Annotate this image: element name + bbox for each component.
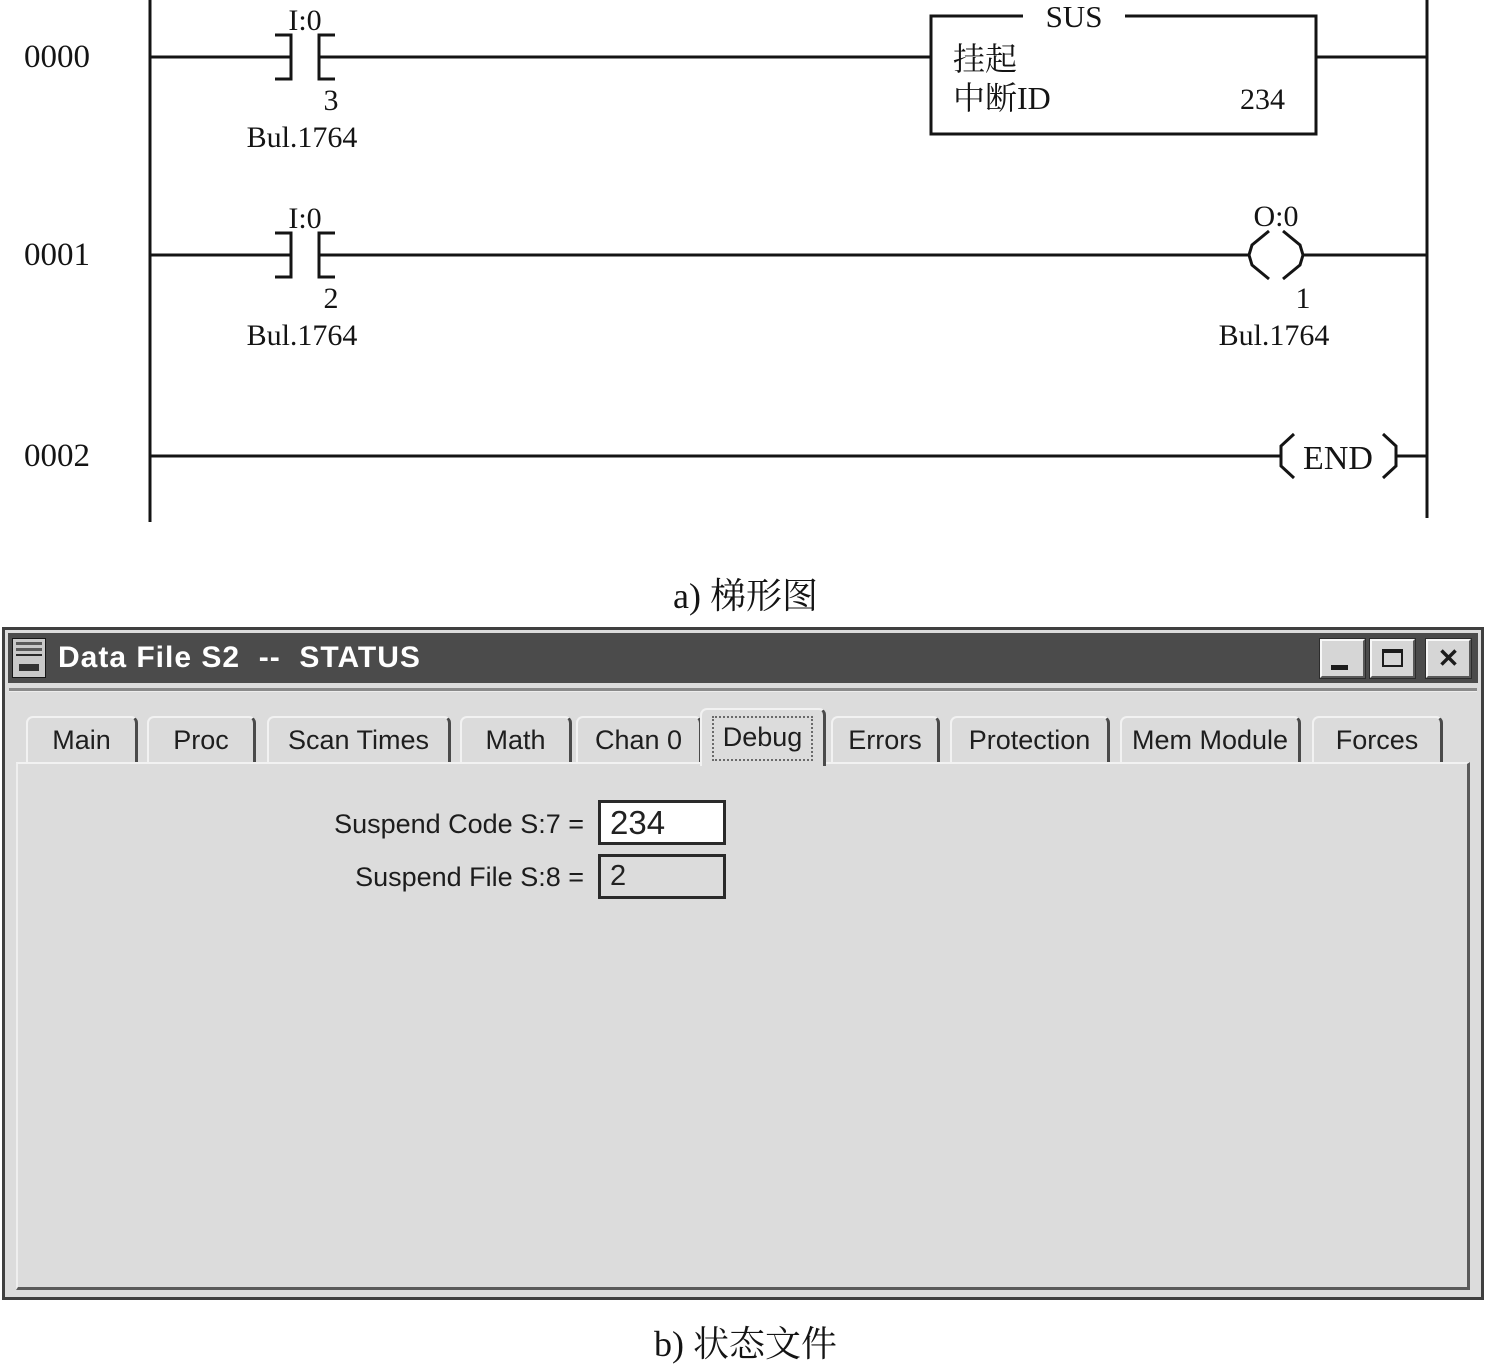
tab-mem-module[interactable] [1120,716,1301,762]
tab-label: Debug [712,716,814,761]
contact-bit: 3 [323,84,339,117]
data-file-window [2,627,1484,1300]
suspend-code-value: 234 [610,803,666,841]
rung-number: 0000 [24,39,90,75]
ladder-diagram [0,0,1491,560]
maximize-button[interactable] [1370,639,1415,678]
tab-label: Protection [968,724,1091,755]
title-bar[interactable] [8,633,1478,683]
end-bracket-right [1383,434,1396,478]
tab-debug[interactable] [700,708,826,766]
suspend-code-label: Suspend Code S:7 = [334,809,584,839]
suspend-file-label: Suspend File S:8 = [355,862,584,892]
coil-symbol-left [1249,231,1269,279]
rung-0001 [24,200,1427,352]
tab-label: Math [485,724,546,755]
tab-label: Proc [173,724,229,755]
contact-device: Bul.1764 [246,319,358,352]
tab-protection[interactable] [950,716,1110,762]
tab-label: Forces [1335,724,1419,755]
window-buttons [1320,639,1471,678]
close-button[interactable] [1426,639,1471,678]
end-bracket-left [1281,434,1294,478]
rung-0000 [24,0,1427,154]
minimize-button[interactable] [1320,639,1365,678]
tab-strip [8,704,1478,762]
data-file-icon [12,638,46,678]
minimize-icon [1331,665,1348,670]
coil-bit: 1 [1295,282,1311,315]
tab-label: Mem Module [1131,724,1289,755]
sus-param-value: 234 [1240,83,1285,116]
contact-address: I:0 [288,4,322,37]
tab-label: Chan 0 [594,724,683,755]
suspend-file-field[interactable] [598,854,726,899]
sus-name: 挂起 [953,41,1018,77]
tab-proc[interactable] [147,716,256,762]
tab-label: Errors [848,724,922,755]
tab-main[interactable] [26,716,138,762]
coil-symbol-right [1283,231,1303,279]
coil-device: Bul.1764 [1218,319,1330,352]
end-label: END [1303,440,1373,477]
tab-label: Main [52,724,111,755]
tab-scan-times[interactable] [267,716,451,762]
tab-errors[interactable] [831,716,940,762]
contact-bit: 2 [323,282,339,315]
rung-number: 0002 [24,438,90,474]
contact-address: I:0 [288,202,322,235]
ladder-caption: a) 梯形图 [673,576,818,616]
icon-detail [16,659,42,674]
window-title: Data File S2 -- STATUS [58,641,421,674]
suspend-code-field[interactable] [598,800,726,845]
sus-param-label: 中断ID [953,80,1051,116]
tab-forces[interactable] [1312,716,1443,762]
status-file-caption: b) 状态文件 [654,1324,837,1364]
icon-detail [16,642,42,656]
contact-device: Bul.1764 [246,121,358,154]
rung-number: 0001 [24,237,90,273]
suspend-file-value: 2 [610,860,627,892]
tab-math[interactable] [460,716,572,762]
tab-chan-0[interactable] [576,716,702,762]
rung-0002 [24,434,1427,478]
sus-mnemonic: SUS [1045,0,1103,34]
close-icon: ✕ [1437,642,1460,673]
titlebar-divider [9,688,1477,692]
tab-label: Scan Times [287,724,430,755]
maximize-icon [1382,649,1403,667]
coil-address: O:0 [1253,200,1299,233]
debug-tab-panel [16,762,1470,1290]
